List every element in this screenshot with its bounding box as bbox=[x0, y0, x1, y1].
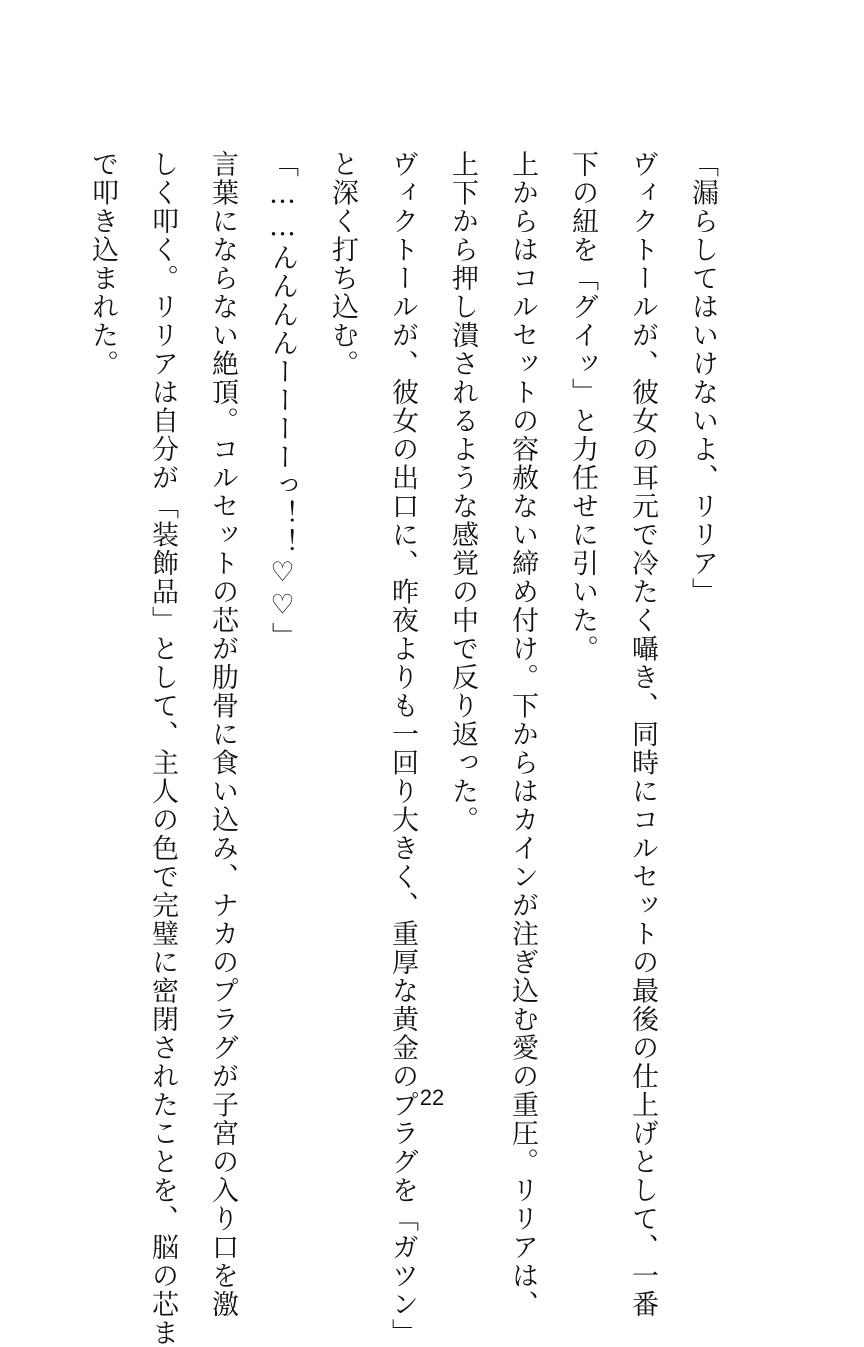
text-line: 「……んんんんーーーーっ！！♡♡」 bbox=[267, 150, 298, 651]
text-line: ヴィクトールが、彼女の出口に、昨夜よりも一回り大きく、重厚な黄金のプラグを「ガツン」 bbox=[387, 150, 418, 1347]
text-line: 下の紐を「グイッ」と力任せに引いた。 bbox=[567, 150, 598, 663]
text-line: しく叩く。リリアは自分が「装飾品」として、主人の色で完璧に密閉されたことを、脳の芯ま bbox=[147, 150, 178, 1347]
text-line: 上からはコルセットの容赦ない締め付け。下からはカインが注ぎ込む愛の重圧。リリアは、 bbox=[507, 150, 538, 1319]
text-line: 上下から押し潰されるような感覚の中で反り返った。 bbox=[447, 150, 478, 834]
text-line: と深く打ち込む。 bbox=[327, 150, 358, 378]
text-line: 「漏らしてはいけないよ、リリア」 bbox=[687, 150, 718, 606]
text-line: 言葉にならない絶頂。コルセットの芯が肋骨に食い込み、ナカのプラグが子宮の入り口を激 bbox=[207, 150, 238, 1319]
text-line: ヴィクトールが、彼女の耳元で冷たく囁き、同時にコルセットの最後の仕上げとして、一番 bbox=[627, 150, 658, 1319]
page-number: 22 bbox=[419, 1085, 445, 1110]
text-line: で叩き込まれた。 bbox=[87, 150, 118, 378]
